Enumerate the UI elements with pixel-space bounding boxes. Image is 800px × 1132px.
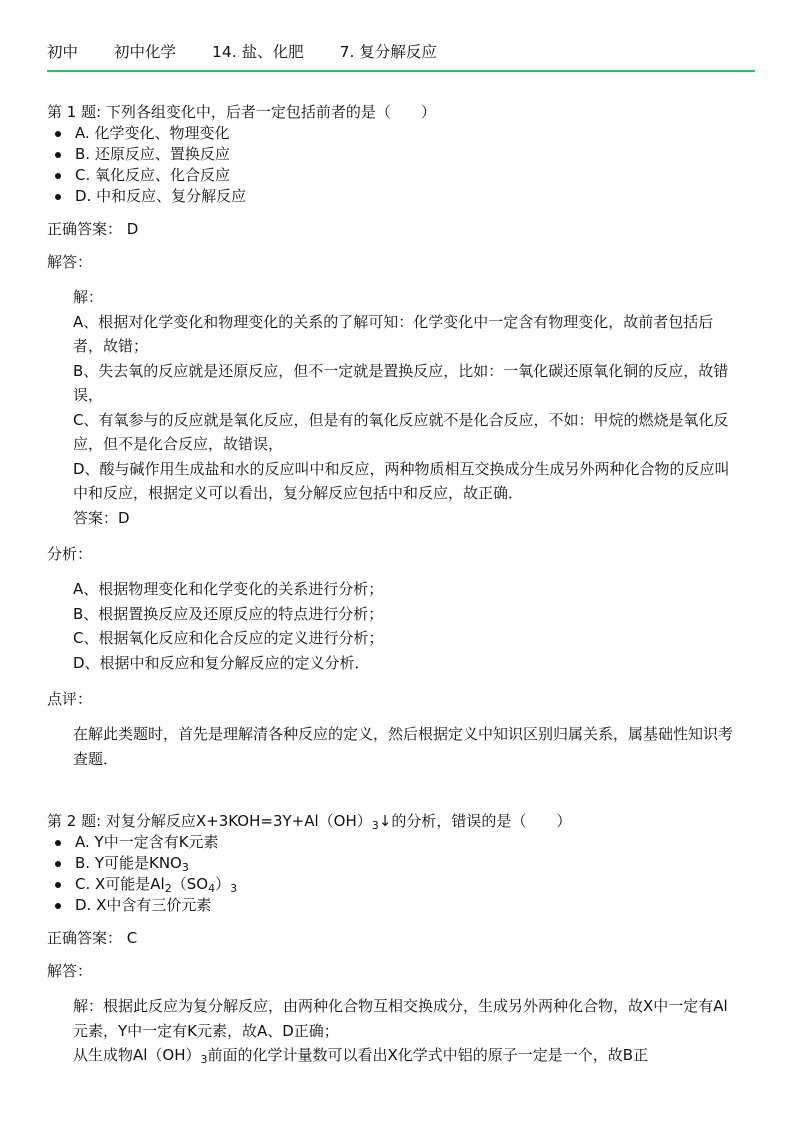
analysis-line: C、根据氧化反应和化合反应的定义进行分析； xyxy=(73,629,384,647)
solution-line: 解： xyxy=(73,288,104,306)
solution-line: A、根据对化学变化和物理变化的关系的了解可知：化学变化中一定含有物理变化，故前者包括后者，故错； xyxy=(73,312,714,355)
answer-label: 正确答案： xyxy=(47,220,123,238)
answer-label: 正确答案： xyxy=(47,929,123,947)
question-2-options xyxy=(47,832,737,916)
solution-line: D、酸与碱作用生成盐和水的反应叫中和反应，两种物质相互交换成分生成另外两种化合物的反应叫中和反应，根据定义可以看出，复分解反应包括中和反应，故正确． xyxy=(73,459,730,502)
solution-line: C、有氧参与的反应就是氧化反应，但是有的氧化反应就不是化合反应，不如：甲烷的燃烧是氧化反应，但不是化合反应，故错误， xyxy=(73,410,729,453)
header-divider xyxy=(47,70,755,72)
breadcrumb-level[interactable]: 初中 xyxy=(47,43,79,61)
option-c: C. 氧化反应、化合反应 xyxy=(75,165,737,186)
solution-label: 解答： xyxy=(47,253,93,271)
analysis-line: B、根据置换反应及还原反应的特点进行分析； xyxy=(73,604,384,623)
breadcrumb-topic[interactable]: 7. 复分解反应 xyxy=(339,43,437,61)
option-b: B. Y可能是$KNO_3$ xyxy=(75,853,737,874)
comment-label: 点评： xyxy=(47,690,93,708)
option-a: A. Y中一定含有K元素 xyxy=(75,832,737,853)
analysis-line: D、根据中和反应和复分解反应的定义分析． xyxy=(73,653,370,672)
solution-line: 答案：D xyxy=(73,508,130,527)
solution-line: 解：根据此反应为复分解反应，由两种化合物互相交换成分，生成另外两种化合物，故X中一定有Al元素，Y中一定有K元素，故A、D正确； xyxy=(73,997,728,1040)
answer-value: D xyxy=(126,220,139,238)
answer-value: C xyxy=(126,929,138,947)
analysis-line: A、根据物理变化和化学变化的关系进行分析； xyxy=(73,580,384,598)
breadcrumb-subject[interactable]: 初中化学 xyxy=(114,43,177,61)
main-content xyxy=(47,102,737,1068)
solution-line: B、失去氧的反应就是还原反应，但不一定就是置换反应，比如：一氧化碳还原氧化铜的反应，故错误， xyxy=(73,361,729,404)
option-d: D. 中和反应、复分解反应 xyxy=(75,186,737,207)
question-2-title: 第 2 题: 对复分解反应$X+3KOH=3Y+Al(OH)_3↓$的分析，错误的是（ ） xyxy=(47,812,572,832)
question-2-solution xyxy=(47,994,737,1068)
question-1-analysis xyxy=(47,577,737,675)
option-c: C. X可能是$Al_2(SO_4)_3$ xyxy=(75,874,737,895)
question-1-solution xyxy=(47,285,737,530)
analysis-label: 分析： xyxy=(47,545,93,563)
question-1-options xyxy=(47,123,737,207)
question-2-answer xyxy=(47,928,737,949)
solution-label: 解答： xyxy=(47,962,93,980)
option-b: B. 还原反应、置换反应 xyxy=(75,144,737,165)
breadcrumb-chapter[interactable]: 14. 盐、化肥 xyxy=(212,43,304,61)
breadcrumb xyxy=(47,40,473,62)
question-1-answer xyxy=(47,219,737,240)
option-a: A. 化学变化、物理变化 xyxy=(75,123,737,144)
option-d: D. X中含有三价元素 xyxy=(75,895,737,916)
question-1-title: 第 1 题: 下列各组变化中，后者一定包括前者的是（ ） xyxy=(47,103,436,121)
comment-text: 在解此类题时，首先是理解清各种反应的定义，然后根据定义中知识区别归属关系，属基础性知识考查题． xyxy=(73,725,734,768)
question-1-comment xyxy=(47,722,737,771)
solution-line: 从生成物$Al(OH)_3$前面的化学计量数可以看出X化学式中铝的原子一定是一个，故B正 xyxy=(73,1046,649,1066)
